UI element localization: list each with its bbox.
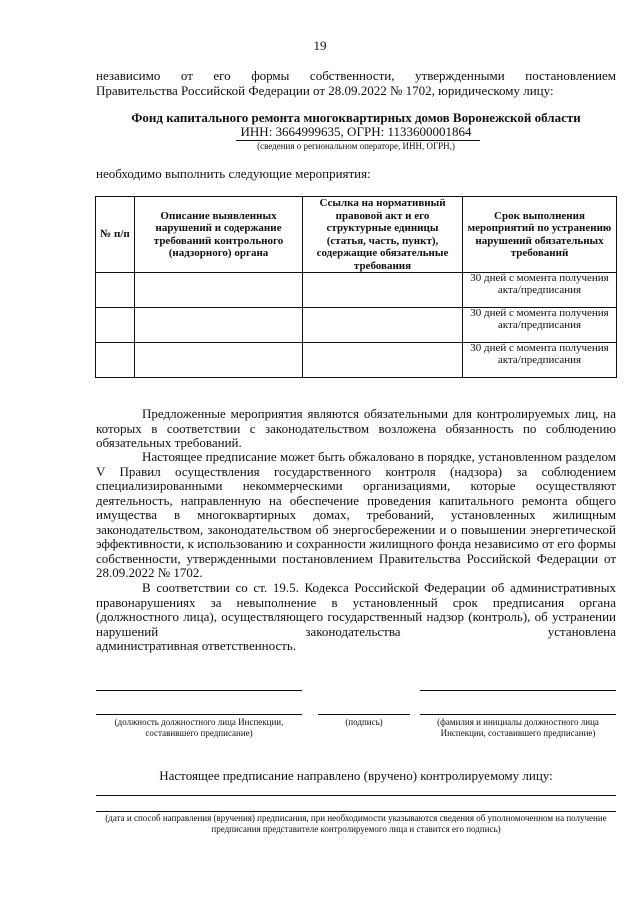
- table-header-row: [96, 197, 617, 273]
- sent-line-2: [96, 811, 616, 812]
- name-caption: (фамилия и инициалы должностного лица Инспекции, составившего предписание): [437, 717, 599, 738]
- header-reference: Ссылка на нормативный правовой акт и его структурные единицы (статья, часть, пункт), содержащие обязательные требования: [303, 197, 463, 273]
- cell-reference: [303, 308, 463, 343]
- cell-reference: [303, 343, 463, 378]
- cell-reference: [303, 273, 463, 308]
- measures-table: [95, 196, 617, 378]
- sent-caption: (дата и способ направления (вручения) предписания, при необходимости указываются сведения об уполномоченном на получение предписания представителе контролируемого лица и ставится его подпись): [105, 813, 607, 834]
- table-row: [96, 343, 617, 378]
- signature-caption: (подпись): [345, 717, 383, 727]
- header-number: № п/п: [96, 197, 135, 273]
- sent-line: [96, 795, 616, 796]
- table-row: [96, 273, 617, 308]
- header-description: Описание выявленных нарушений и содержание требований контрольного (надзорного) органа: [135, 197, 303, 273]
- position-caption: (должность должностного лица Инспекции, составившего предписание): [114, 717, 284, 738]
- cell-number: [96, 273, 135, 308]
- cell-description: [135, 308, 303, 343]
- name-line-2: [420, 714, 616, 715]
- intro-line-1: независимо от его формы собственности, утвержденными постановлением: [96, 68, 616, 83]
- paragraph-liability-end: административная ответственность.: [96, 638, 297, 653]
- intro-line-2: Правительства Российской Федерации от 28.09.2022 № 1702, юридическому лицу:: [96, 83, 554, 98]
- cell-description: [135, 343, 303, 378]
- name-line: [420, 690, 616, 691]
- paragraph-obligations: Предложенные мероприятия являются обязательными для контролируемых лиц, на которых в соответствии с законодательством возложена обязанность по соблюдению обязательных требований.: [96, 406, 616, 450]
- position-line-2: [96, 714, 302, 715]
- cell-number: [96, 343, 135, 378]
- paragraph-appeal: Настоящее предписание может быть обжаловано в порядке, установленном разделом V Правил осуществления государственного контроля (надзора) за соблюдением специализированными некоммерческими организациями, которые осуществляют деятельность, направленную на обеспечение проведения капитального ремонта общего имущества в многоквартирных домах, требований, установленных жилищным законодательством, законодательством об энергосбережении и о повышении энергетической эффективности, к использованию и сохранности жилищного фонда независимо от его формы собственности, утвержденными постановлением Правительства Российской Федерации от 28.09.2022 № 1702.: [96, 449, 616, 580]
- cell-deadline: 30 дней с момента получения акта/предписания: [463, 308, 617, 343]
- cell-deadline: 30 дней с момента получения акта/предписания: [463, 273, 617, 308]
- paragraph-liability: В соответствии со ст. 19.5. Кодекса Российской Федерации об административных правонарушениях за невыполнение в установленный срок предписания органа (должностного лица), осуществляющего государственный надзор (контроль), об устранении нарушений законодательства установлена: [96, 580, 616, 639]
- cell-number: [96, 308, 135, 343]
- table-row: [96, 308, 617, 343]
- measures-label: необходимо выполнить следующие мероприятия:: [96, 166, 371, 181]
- page-number: 19: [313, 38, 327, 53]
- organization-ids: ИНН: 3664999635, ОГРН: 1133600001864: [240, 124, 472, 139]
- organization-caption: (сведения о региональном операторе, ИНН, ОГРН,): [257, 141, 455, 151]
- cell-description: [135, 273, 303, 308]
- header-deadline: Срок выполнения мероприятий по устранению нарушений обязательных требований: [463, 197, 617, 273]
- cell-deadline: 30 дней с момента получения акта/предписания: [463, 343, 617, 378]
- position-line: [96, 690, 302, 691]
- organization-name: Фонд капитального ремонта многоквартирных домов Воронежской области: [131, 110, 581, 125]
- signature-line: [318, 714, 410, 715]
- sent-statement: Настоящее предписание направлено (вручено) контролируемому лицу:: [159, 768, 553, 783]
